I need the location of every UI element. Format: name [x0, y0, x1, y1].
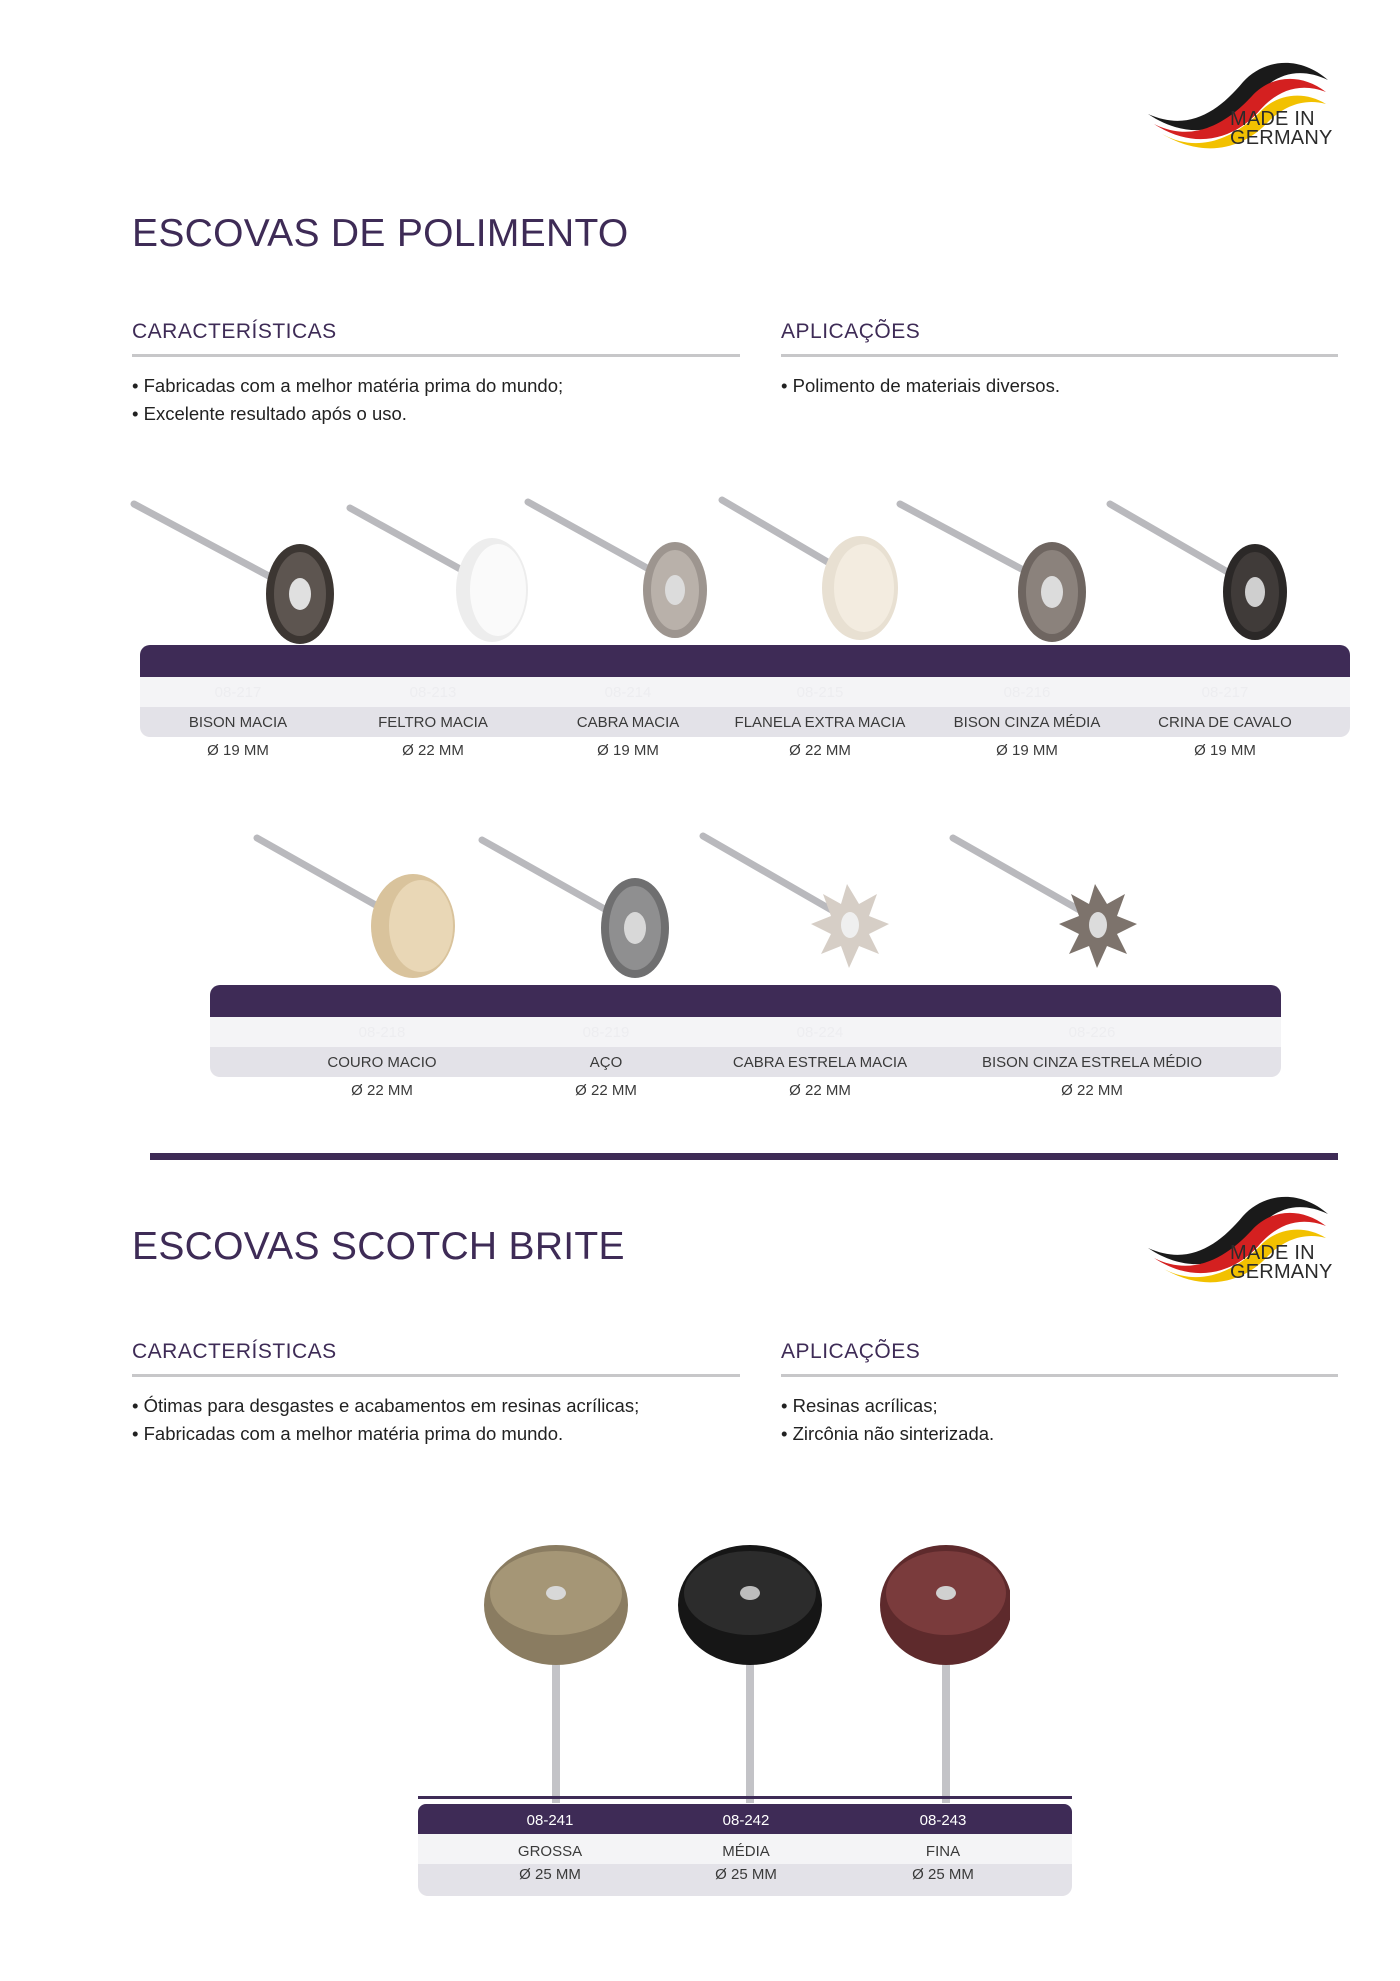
features-heading: CARACTERÍSTICAS: [132, 1340, 337, 1363]
product-size: Ø 25 MM: [519, 1866, 581, 1883]
product-name: BISON CINZA ESTRELA MÉDIO: [981, 1054, 1203, 1071]
product-size: Ø 19 MM: [996, 742, 1058, 759]
product-code: 08-213: [409, 684, 457, 701]
product-image-cabra-macia: [528, 502, 707, 638]
features-list: [132, 372, 563, 428]
product-image-fina: [880, 1545, 1010, 1803]
product-name: BISON MACIA: [188, 714, 288, 731]
product-image-couro-macio: [257, 838, 455, 978]
product-name: CABRA MACIA: [576, 714, 680, 731]
product-code: 08-226: [1068, 1024, 1116, 1041]
product-code: 08-243: [919, 1812, 967, 1829]
product-size: Ø 25 MM: [912, 1866, 974, 1883]
features-rule: [132, 1374, 740, 1377]
applications-heading: APLICAÇÕES: [781, 1340, 921, 1363]
product-image-bison-cinza-media: [900, 504, 1086, 642]
product-code: 08-217: [1201, 684, 1249, 701]
applications-list: [781, 1392, 994, 1448]
product-name: MÉDIA: [722, 1843, 770, 1860]
product-size: Ø 22 MM: [1061, 1082, 1123, 1099]
applications-item: • Zircônia não sinterizada.: [781, 1420, 994, 1448]
product-size: Ø 22 MM: [351, 1082, 413, 1099]
product-size: Ø 22 MM: [402, 742, 464, 759]
product-size: Ø 19 MM: [207, 742, 269, 759]
product-image-feltro-macia: [350, 508, 528, 642]
applications-rule: [781, 354, 1338, 357]
applications-item: • Resinas acrílicas;: [781, 1392, 994, 1420]
product-image-crina-de-cavalo: [1110, 504, 1287, 640]
made-in-germany-text: MADE IN GERMANY: [1230, 108, 1333, 149]
product-name: FINA: [925, 1843, 961, 1860]
product-code: 08-218: [358, 1024, 406, 1041]
applications-rule: [781, 1374, 1338, 1377]
section-title-polimento: ESCOVAS DE POLIMENTO: [132, 212, 629, 255]
product-images-row2: [245, 828, 1165, 988]
table-header-bar: [140, 645, 1350, 677]
product-name: CABRA ESTRELA MACIA: [732, 1054, 908, 1071]
product-code: 08-242: [722, 1812, 770, 1829]
product-image-bison-cinza-estrela-medio: [953, 838, 1137, 968]
product-name: FELTRO MACIA: [378, 714, 488, 731]
product-size: Ø 25 MM: [715, 1866, 777, 1883]
product-name: FLANELA EXTRA MACIA: [734, 714, 906, 731]
product-name: GROSSA: [517, 1843, 583, 1860]
product-code: 08-219: [582, 1024, 630, 1041]
product-code: 08-241: [526, 1812, 574, 1829]
applications-list: [781, 372, 1060, 400]
features-list: [132, 1392, 639, 1448]
product-size: Ø 22 MM: [789, 742, 851, 759]
product-name: AÇO: [589, 1054, 623, 1071]
features-item: • Fabricadas com a melhor matéria prima do mundo.: [132, 1420, 639, 1448]
product-image-cabra-estrela-macia: [703, 836, 889, 968]
product-image-flanela-extra-macia: [722, 500, 898, 640]
product-image-grossa: [484, 1545, 628, 1803]
made-in-germany-badge: [1148, 1186, 1348, 1296]
scotch-brite-images: [470, 1535, 1010, 1805]
product-name: BISON CINZA MÉDIA: [953, 714, 1101, 731]
product-images-row1: [130, 490, 1340, 650]
product-name: CRINA DE CAVALO: [1158, 714, 1292, 731]
product-size: Ø 19 MM: [597, 742, 659, 759]
product-image-bison-macia: [134, 504, 334, 644]
product-code: 08-217: [214, 684, 262, 701]
product-code: 08-224: [796, 1024, 844, 1041]
made-in-germany-badge: [1148, 52, 1348, 162]
applications-heading: APLICAÇÕES: [781, 320, 921, 343]
product-size: Ø 22 MM: [789, 1082, 851, 1099]
features-item: • Fabricadas com a melhor matéria prima do mundo;: [132, 372, 563, 400]
made-in-germany-text: MADE IN GERMANY: [1230, 1242, 1333, 1283]
section-title-scotch-brite: ESCOVAS SCOTCH BRITE: [132, 1225, 625, 1268]
features-item: • Ótimas para desgastes e acabamentos em resinas acrílicas;: [132, 1392, 639, 1420]
table-header-bar: [210, 985, 1281, 1017]
product-name: COURO MACIO: [327, 1054, 437, 1071]
table-top-rule: [418, 1796, 1072, 1799]
product-code: 08-214: [604, 684, 652, 701]
product-code: 08-215: [796, 684, 844, 701]
features-rule: [132, 354, 740, 357]
product-image-media: [678, 1545, 822, 1803]
product-image-aco: [482, 840, 669, 978]
features-heading: CARACTERÍSTICAS: [132, 320, 337, 343]
product-size: Ø 22 MM: [575, 1082, 637, 1099]
applications-item: • Polimento de materiais diversos.: [781, 372, 1060, 400]
product-size: Ø 19 MM: [1194, 742, 1256, 759]
section-divider: [150, 1153, 1338, 1160]
product-code: 08-216: [1003, 684, 1051, 701]
features-item: • Excelente resultado após o uso.: [132, 400, 563, 428]
